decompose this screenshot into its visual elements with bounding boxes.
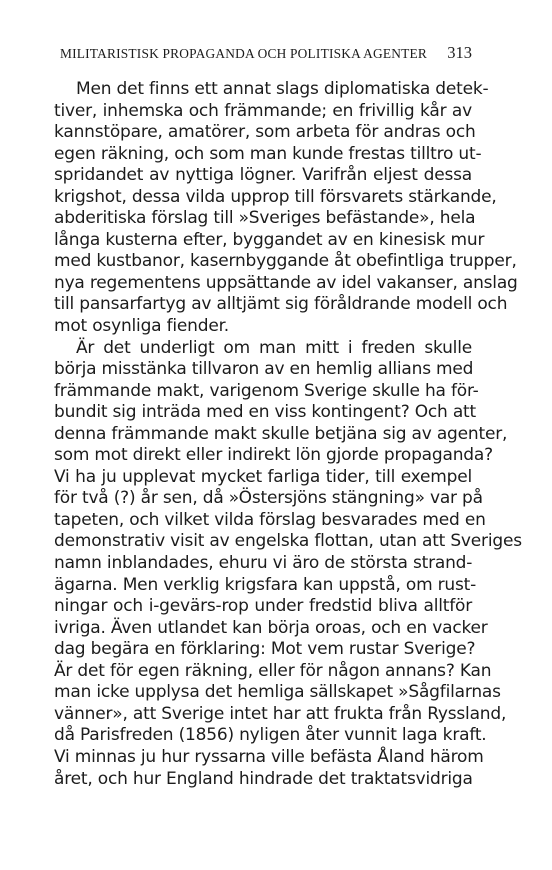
text-line: året, och hur England hindrade det traktatsvidriga: [54, 768, 473, 789]
text-line: bundit sig inträda med en viss kontingent? Och att: [54, 402, 476, 423]
text-line: till pansarfartyg av alltjämt sig föråldrande modell och: [54, 294, 508, 315]
text-line: denna främmande makt skulle betjäna sig av agenter,: [54, 423, 508, 444]
text-line: Men det finns ett annat slags diplomatiska detek-: [76, 79, 489, 99]
text-line: abderitiska förslag till »Sveriges befästande», hela: [54, 208, 476, 229]
text-line: demonstrativ visit av engelska flottan, utan att Sveriges: [54, 531, 522, 552]
text-line: med kustbanor, kasernbyggande åt obefintliga trupper,: [54, 251, 517, 272]
text-line: som mot direkt eller indirekt lön gjorde propaganda?: [54, 445, 493, 466]
text-line: ägarna. Men verklig krigsfara kan uppstå, om rust-: [54, 574, 477, 595]
text-line: mot osynliga fiender.: [54, 316, 230, 337]
text-line: nya regementens uppsättande av idel vakanser, anslag: [54, 272, 518, 293]
text-line: långa kusterna efter, byggandet av en kinesisk mur: [54, 229, 485, 250]
text-line: då Parisfreden (1856) nyligen åter vunnit laga kraft.: [54, 725, 487, 746]
text-line: främmande makt, varigenom Sverige skulle ha för-: [54, 380, 479, 401]
text-line: ivriga. Även utlandet kan börja oroas, och en vacker: [54, 617, 488, 638]
text-line: tapeten, och vilket vilda förslag besvarades med en: [54, 509, 486, 530]
text-line: ningar och i-gevärs-rop under fredstid bliva alltför: [54, 596, 472, 617]
text-line: Är det underligt om man mitt i freden skulle: [76, 337, 472, 358]
text-line: egen räkning, och som man kunde frestas tilltro ut-: [54, 143, 482, 164]
text-line: tiver, inhemska och främmande; en frivillig kår av: [54, 100, 472, 121]
text-line: spridandet av nyttiga lögner. Varifrån eljest dessa: [54, 165, 472, 186]
text-line: börja misstänka tillvaron av en hemlig allians med: [54, 359, 474, 380]
body-text: [54, 79, 522, 790]
text-line: krigshot, dessa vilda upprop till försvarets stärkande,: [54, 186, 497, 207]
text-line: namn inblandades, ehuru vi äro de största strand-: [54, 553, 473, 574]
text-line: Vi ha ju upplevat mycket farliga tider, till exempel: [54, 466, 472, 487]
text-line: kannstöpare, amatörer, som arbeta för andras och: [54, 122, 476, 143]
text-line: dag begära en förklaring: Mot vem rustar Sverige?: [54, 639, 476, 660]
running-head: [60, 43, 472, 65]
text-line: Är det för egen räkning, eller för någon annans? Kan: [54, 660, 492, 681]
text-line: Vi minnas ju hur ryssarna ville befästa Åland härom: [54, 746, 484, 767]
text-line: man icke upplysa det hemliga sällskapet »Sågfilarnas: [54, 682, 501, 703]
text-line: för två (?) år sen, då »Östersjöns stängning» var på: [54, 488, 483, 509]
page-number: 313: [447, 43, 472, 62]
running-title: MILITARISTISK PROPAGANDA OCH POLITISKA AGENTER: [60, 46, 427, 61]
text-line: vänner», att Sverige intet har att frukta från Ryssland,: [54, 703, 507, 724]
